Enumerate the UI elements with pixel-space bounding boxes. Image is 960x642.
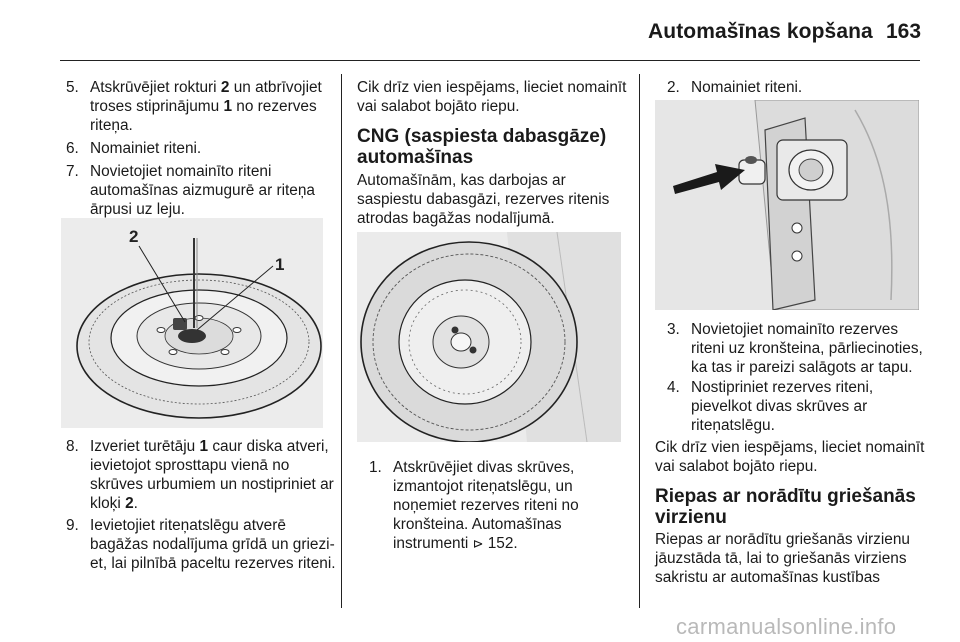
watermark: carmanualsonline.info xyxy=(676,614,897,639)
step-6: 6. Nomainiet riteni. xyxy=(66,140,202,157)
page-reference[interactable]: 152. xyxy=(487,535,518,552)
page-title: Automašīnas kopšana xyxy=(648,20,873,43)
spare-tyre-illustration xyxy=(357,232,621,442)
spare-tyre-figure xyxy=(357,232,621,442)
cng-heading: CNG (saspiesta dabasgāze) automašīnas xyxy=(357,126,607,168)
step-1: 1. Atskrūvējiet divas skrūves, izmantojot riteņatslēgu, un noņemiet rezerves riteni no kronšteina. Automašīnas instrumenti ⊳ 152. xyxy=(369,459,579,552)
spare-wheel-illustration xyxy=(61,218,323,428)
bracket-illustration xyxy=(655,100,919,310)
header-rule xyxy=(60,60,920,61)
column-divider-1 xyxy=(341,74,342,608)
callout-1: 1 xyxy=(275,255,285,274)
right-repair-note: Cik drīz vien iespējams, lieciet nomainīt vai salabot bojāto riepu. xyxy=(655,439,925,475)
callout-2: 2 xyxy=(129,227,139,246)
rotation-heading: Riepas ar norādītu griešanās virzienu xyxy=(655,486,916,528)
rotation-paragraph: Riepas ar norādītu griešanās virzienu jāuzstāda tā, lai to griešanās virziens sakristu ar automašīnas kustības xyxy=(655,531,910,586)
bracket-figure xyxy=(655,100,919,310)
step-7: 7. Novietojiet nomainīto riteni automašīnas aizmugurē ar riteņa ārpusi uz leju. xyxy=(66,163,315,218)
step-4: 4. Nostipriniet rezerves riteni, pievelkot divas skrūves ar riteņatslēgu. xyxy=(667,379,874,434)
page-reference-icon: ⊳ xyxy=(472,537,484,552)
step-9: 9. Ievietojiet riteņatslēgu atverē bagāžas nodalījuma grīdā un grieziet, lai pilnībā paceltu rezerves riteni. xyxy=(66,517,336,572)
step-2: 2. Nomainiet riteni. xyxy=(667,79,803,96)
step-3: 3. Novietojiet nomainīto rezerves riteni uz kronšteina, pārliecinoties, ka tas ir pareizi salāgots ar tapu. xyxy=(667,321,923,376)
cng-paragraph: Automašīnām, kas darbojas ar saspiestu dabasgāzi, rezerves ritenis atrodas bagāžas nodalījumā. xyxy=(357,172,610,227)
spare-wheel-holder-figure xyxy=(61,218,323,428)
step-8: 8. Izveriet turētāju 1 caur diska atveri, ievietojot sprosttapu vienā no skrūves urbumiem un nostipriniet ar kloķi 2. xyxy=(66,438,334,512)
step-5: 5. Atskrūvējiet rokturi 2 un atbrīvojiet troses stiprinājumu 1 no rezerves riteņa. xyxy=(66,79,322,134)
column-divider-2 xyxy=(639,74,640,608)
page-number: 163 xyxy=(886,20,922,43)
middle-intro: Cik drīz vien iespējams, lieciet nomainīt vai salabot bojāto riepu. xyxy=(357,79,627,115)
